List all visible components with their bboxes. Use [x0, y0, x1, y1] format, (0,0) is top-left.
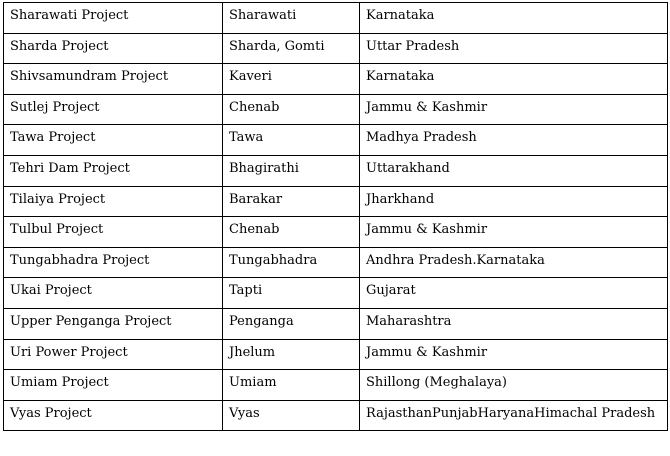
- table-row: [4, 64, 668, 95]
- state-cell: Karnataka: [360, 3, 668, 34]
- state-cell: Shillong (Meghalaya): [360, 370, 668, 401]
- table-row: [4, 125, 668, 156]
- table-row: [4, 247, 668, 278]
- project-name-cell: Vyas Project: [4, 400, 223, 431]
- state-cell: Madhya Pradesh: [360, 125, 668, 156]
- table-row: [4, 370, 668, 401]
- river-cell: Tapti: [223, 278, 360, 309]
- project-name-cell: Tulbul Project: [4, 217, 223, 248]
- state-cell: Jammu & Kashmir: [360, 339, 668, 370]
- state-cell: RajasthanPunjabHaryanaHimachal Pradesh: [360, 400, 668, 431]
- river-cell: Tawa: [223, 125, 360, 156]
- river-cell: Jhelum: [223, 339, 360, 370]
- table-row: [4, 339, 668, 370]
- state-cell: Uttar Pradesh: [360, 33, 668, 64]
- river-cell: Umiam: [223, 370, 360, 401]
- state-cell: Karnataka: [360, 64, 668, 95]
- project-name-cell: Shivsamundram Project: [4, 64, 223, 95]
- river-cell: Vyas: [223, 400, 360, 431]
- projects-table-container: [3, 2, 667, 431]
- state-cell: Uttarakhand: [360, 155, 668, 186]
- state-cell: Maharashtra: [360, 308, 668, 339]
- state-cell: Jammu & Kashmir: [360, 94, 668, 125]
- river-cell: Bhagirathi: [223, 155, 360, 186]
- river-cell: Sharda, Gomti: [223, 33, 360, 64]
- table-row: [4, 94, 668, 125]
- project-name-cell: Tilaiya Project: [4, 186, 223, 217]
- river-cell: Chenab: [223, 217, 360, 248]
- project-name-cell: Uri Power Project: [4, 339, 223, 370]
- table-row: [4, 308, 668, 339]
- river-cell: Sharawati: [223, 3, 360, 34]
- project-name-cell: Tungabhadra Project: [4, 247, 223, 278]
- projects-table-body: [4, 3, 668, 431]
- table-row: [4, 186, 668, 217]
- river-cell: Tungabhadra: [223, 247, 360, 278]
- project-name-cell: Sutlej Project: [4, 94, 223, 125]
- table-row: [4, 33, 668, 64]
- table-row: [4, 155, 668, 186]
- river-cell: Barakar: [223, 186, 360, 217]
- table-row: [4, 400, 668, 431]
- river-cell: Penganga: [223, 308, 360, 339]
- project-name-cell: Umiam Project: [4, 370, 223, 401]
- river-cell: Kaveri: [223, 64, 360, 95]
- table-row: [4, 217, 668, 248]
- project-name-cell: Tawa Project: [4, 125, 223, 156]
- project-name-cell: Sharawati Project: [4, 3, 223, 34]
- project-name-cell: Upper Penganga Project: [4, 308, 223, 339]
- state-cell: Jharkhand: [360, 186, 668, 217]
- project-name-cell: Sharda Project: [4, 33, 223, 64]
- projects-table: [3, 2, 668, 431]
- table-row: [4, 278, 668, 309]
- state-cell: Andhra Pradesh.Karnataka: [360, 247, 668, 278]
- river-cell: Chenab: [223, 94, 360, 125]
- project-name-cell: Ukai Project: [4, 278, 223, 309]
- state-cell: Jammu & Kashmir: [360, 217, 668, 248]
- state-cell: Gujarat: [360, 278, 668, 309]
- table-row: [4, 3, 668, 34]
- project-name-cell: Tehri Dam Project: [4, 155, 223, 186]
